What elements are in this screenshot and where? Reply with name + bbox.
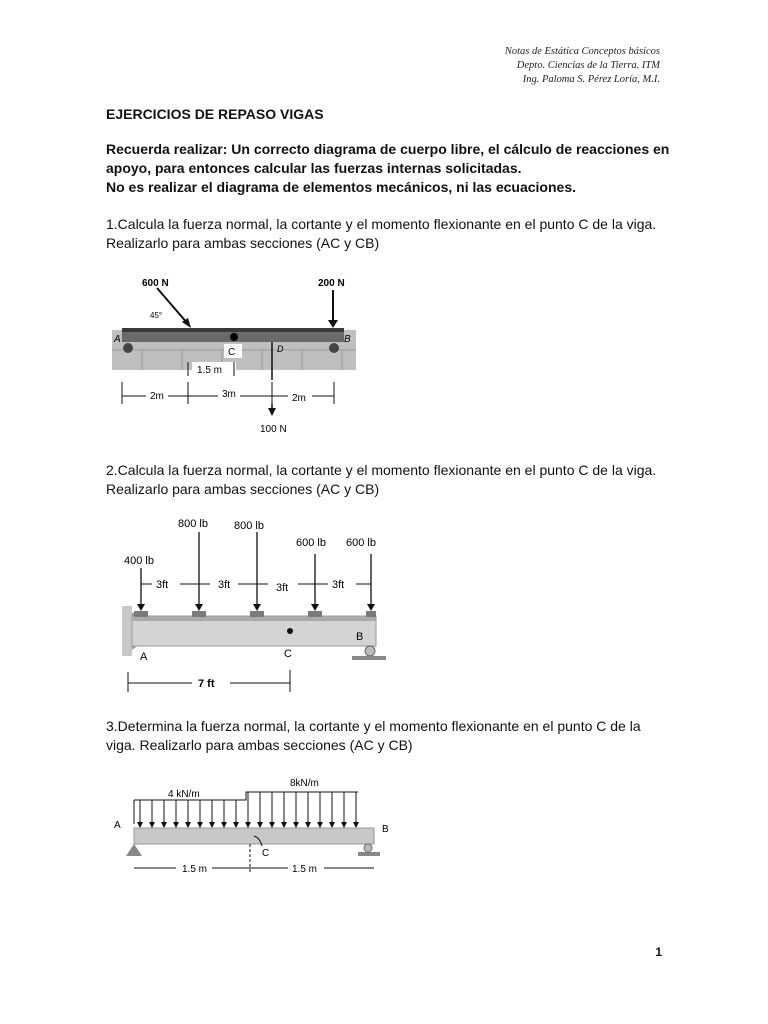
page-header: [505, 45, 660, 87]
exercise-1-figure: [112, 270, 362, 440]
label-2m-a: 2m: [150, 391, 164, 402]
label-600n: 600 N: [142, 278, 169, 289]
load-arrowhead: [329, 822, 335, 828]
label-800lb-1: 800 lb: [178, 518, 208, 530]
load-arrows: [141, 532, 371, 606]
wall-a: [122, 606, 132, 656]
label-angle: 45°: [150, 311, 163, 320]
label-b: B: [382, 824, 389, 835]
load-arrowhead: [293, 822, 299, 828]
label-400lb: 400 lb: [124, 555, 154, 567]
exercise-3-text: 3.Determina la fuerza normal, la cortante y el momento flexionante en el punto C de la viga. Realizarlo para ambas secciones (AC y CB): [106, 718, 641, 753]
label-600lb-1: 600 lb: [296, 537, 326, 549]
load-arrowhead: [221, 822, 227, 828]
exercise-2-text: 2.Calcula la fuerza normal, la cortante y el momento flexionante en el punto C de la viga. Realizarlo para ambas secciones (AC y CB): [106, 462, 657, 497]
point-c-marker: [230, 333, 238, 341]
instructions-line-2: No es realizar el diagrama de elementos mecánicos, ni las ecuaciones.: [106, 179, 576, 195]
label-c: C: [262, 848, 270, 859]
load-arrowhead: [281, 822, 287, 828]
header-line-1: Notas de Estática Conceptos básicos: [504, 46, 660, 57]
load-arrowhead: [149, 822, 155, 828]
support-a: [123, 343, 133, 353]
label-800lb-2: 800 lb: [234, 520, 264, 532]
instructions: [106, 140, 672, 197]
roller-b: [364, 844, 372, 852]
load-arrowhead: [161, 822, 167, 828]
exercise-3-figure: [112, 772, 402, 882]
label-4knm: 4 kN/m: [168, 789, 200, 800]
label-c: C: [284, 648, 292, 660]
load-arrowhead: [353, 822, 359, 828]
page-number: 1: [655, 945, 662, 959]
load-arrowhead: [197, 822, 203, 828]
label-8knm: 8kN/m: [290, 778, 319, 789]
document-title: EJERCICIOS DE REPASO VIGAS: [106, 106, 324, 122]
exercise-1-text: 1.Calcula la fuerza normal, la cortante y el momento flexionante en el punto C de la viga. Realizarlo para ambas secciones (AC y CB): [106, 216, 657, 251]
label-b: B: [356, 631, 364, 643]
load-arrowhead: [173, 822, 179, 828]
label-200n: 200 N: [318, 278, 345, 289]
load-arrowhead: [341, 822, 347, 828]
load-arrowhead: [269, 822, 275, 828]
support-b: [329, 343, 339, 353]
load-arrowhead: [185, 822, 191, 828]
header-line-2: Depto. Ciencias de la Tierra. ITM: [516, 60, 660, 71]
label-a: A: [140, 651, 148, 663]
load-arrowhead: [209, 822, 215, 828]
label-c: C: [228, 347, 236, 358]
load-arrowhead: [317, 822, 323, 828]
label-100n: 100 N: [260, 424, 287, 435]
label-1-5m: 1.5 m: [197, 365, 223, 376]
label-d: D: [277, 344, 284, 354]
label-3ft-1: 3ft: [156, 579, 169, 591]
label-3ft-2: 3ft: [218, 579, 231, 591]
label-1-5m-a: 1.5 m: [182, 864, 208, 875]
label-600lb-2: 600 lb: [346, 537, 376, 549]
load-arrowhead: [233, 822, 239, 828]
support-a: [126, 844, 142, 856]
label-a: A: [114, 820, 121, 831]
roller-b: [365, 646, 375, 656]
load-arrowhead: [257, 822, 263, 828]
label-b: B: [344, 334, 351, 345]
label-7ft: 7 ft: [198, 678, 215, 690]
beam-flange: [122, 328, 344, 332]
ground-b: [358, 852, 380, 856]
label-a: A: [114, 334, 121, 345]
force-100n-arrowhead: [268, 408, 276, 416]
point-c-marker: [287, 628, 293, 634]
load-arrowhead: [137, 822, 143, 828]
exercise-2-figure: [118, 512, 398, 696]
ground-b: [352, 656, 386, 660]
header-line-3: Ing. Paloma S. Pérez Loría, M.I.: [522, 74, 660, 85]
label-1-5m-b: 1.5 m: [292, 864, 318, 875]
label-2m-b: 2m: [292, 393, 306, 404]
load-arrowhead: [305, 822, 311, 828]
force-200n-arrowhead: [328, 320, 338, 328]
label-3ft-4: 3ft: [332, 579, 345, 591]
instructions-line-1: Recuerda realizar: Un correcto diagrama de cuerpo libre, el cálculo de reacciones en apoyo, para entonces calcular las fuerzas internas solicitadas.: [106, 141, 670, 176]
load-arrowheads: [137, 604, 375, 611]
label-3m: 3m: [222, 389, 236, 400]
load-arrowhead: [245, 822, 251, 828]
label-3ft-3: 3ft: [276, 582, 289, 594]
